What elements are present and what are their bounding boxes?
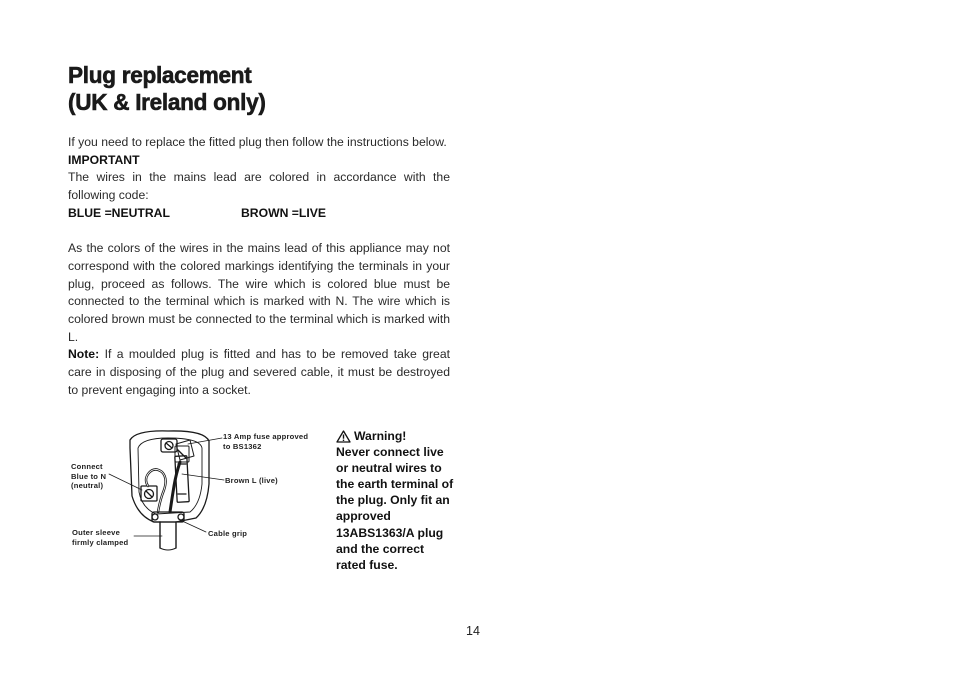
blue-neutral-code: BLUE =NEUTRAL — [68, 205, 170, 220]
intro-paragraph: If you need to replace the fitted plug then follow the instructions below. — [68, 135, 447, 149]
outer-sleeve — [160, 522, 176, 548]
note-paragraph — [68, 346, 450, 399]
connect-blue-label — [71, 462, 106, 491]
sleeve-label-line-1: Outer sleeve — [72, 528, 120, 537]
warning-box — [336, 428, 454, 573]
important-paragraph: The wires in the mains lead are colored in accordance with the following code: — [68, 170, 450, 203]
body-text — [68, 134, 450, 400]
brown-live-label: Brown L (live) — [225, 476, 278, 485]
plug-wiring-diagram — [68, 426, 330, 556]
fuse-label — [223, 432, 308, 451]
warning-triangle-icon — [336, 430, 351, 443]
warning-heading: Warning! — [354, 429, 407, 443]
note-label: Note: — [68, 347, 100, 362]
note-text: If a moulded plug is fitted and has to be removed take great care in disposing of the plug and severed cable, it must be destroyed to prevent engaging into a socket. — [68, 347, 450, 397]
important-heading: IMPORTANT — [68, 152, 140, 167]
connect-label-line-1: Connect — [71, 462, 103, 471]
fuse-label-line-2: to BS1362 — [223, 441, 262, 451]
fuse-label-line-1: 13 Amp fuse approved — [223, 432, 309, 441]
cable-grip-label: Cable grip — [208, 529, 248, 538]
title-line-2: (UK & Ireland only) — [68, 89, 266, 115]
color-code — [68, 205, 450, 223]
brown-live-code: BROWN =LIVE — [241, 205, 326, 220]
neutral-wire — [146, 469, 166, 512]
page-title — [68, 62, 266, 116]
warning-text: Never connect live or neutral wires to the earth terminal of the plug. Only fit an approved 13ABS1363/A plug and the correct rated fuse. — [336, 445, 454, 572]
spacer — [68, 223, 450, 241]
title-line-1: Plug replacement — [68, 62, 252, 88]
connect-label-line-3: (neutral) — [71, 481, 104, 490]
connect-label-line-2: Blue to N — [71, 471, 107, 481]
sleeve-label-line-2: firmly clamped — [72, 537, 129, 547]
instructions-paragraph: As the colors of the wires in the mains lead of this appliance may not correspond with the colored markings identifying the terminals in your plug, proceed as follows. The wire which is colored blue must be connected to the terminal which is marked with N. The wire which is colored brown must be connected to the terminal which is marked with L. — [68, 241, 450, 344]
outer-sleeve-label — [72, 528, 128, 547]
fuse — [175, 456, 189, 503]
page-number: 14 — [466, 624, 480, 638]
warning-header — [336, 428, 454, 444]
